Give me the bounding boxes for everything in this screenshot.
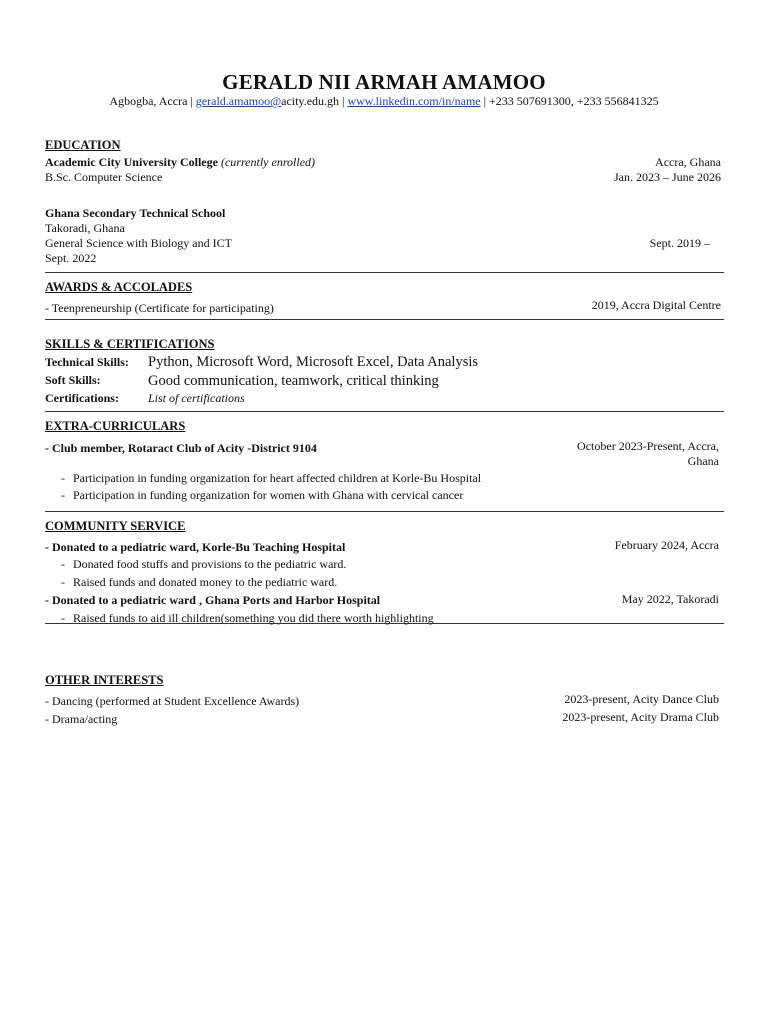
award-date: 2019, Accra Digital Centre bbox=[591, 298, 721, 312]
community-service-heading: COMMUNITY SERVICE bbox=[45, 519, 186, 533]
bullet-marker: - bbox=[61, 557, 65, 571]
list-item bbox=[61, 557, 346, 572]
bullet-text: Raised funds and donated money to the pediatric ward. bbox=[73, 575, 338, 589]
award-item: - Teenpreneurship (Certificate for participating) bbox=[45, 301, 274, 315]
club-membership-title: - Club member, Rotaract Club of Acity -District 9104 bbox=[45, 441, 317, 455]
linkedin-link[interactable]: www.linkedin.com/in/name bbox=[347, 94, 481, 108]
list-item bbox=[61, 471, 481, 486]
email-domain-text: acity.edu.gh | bbox=[281, 94, 345, 108]
club-dates: October 2023-Present, Accra, bbox=[577, 439, 719, 453]
location-text: Agbogba, Accra | bbox=[109, 94, 193, 108]
list-item bbox=[61, 488, 463, 503]
bullet-text: Raised funds to aid ill children(something you did there worth highlighting bbox=[73, 611, 434, 625]
degree-text: B.Sc. Computer Science bbox=[45, 170, 163, 184]
enrollment-note: (currently enrolled) bbox=[220, 155, 316, 169]
interest-item: - Dancing (performed at Student Excellence Awards) bbox=[45, 694, 300, 708]
skills-heading: SKILLS & CERTIFICATIONS bbox=[45, 337, 215, 351]
section-divider bbox=[45, 623, 724, 624]
service-entry-date: May 2022, Takoradi bbox=[621, 592, 719, 606]
technical-skills-value: Python, Microsoft Word, Microsoft Excel, Data Analysis bbox=[148, 354, 479, 370]
interest-date: 2023-present, Acity Drama Club bbox=[562, 710, 719, 724]
section-divider bbox=[45, 319, 724, 320]
education-dates-start: Sept. 2019 – bbox=[649, 236, 710, 250]
technical-skills-label: Technical Skills: bbox=[45, 355, 129, 369]
certifications-value: List of certifications bbox=[148, 391, 245, 405]
bullet-marker: - bbox=[61, 611, 65, 625]
education-heading: EDUCATION bbox=[45, 138, 121, 152]
extracurriculars-heading: EXTRA-CURRICULARS bbox=[45, 419, 186, 433]
section-divider bbox=[45, 272, 724, 273]
club-location: Ghana bbox=[687, 454, 719, 468]
education-dates: Jan. 2023 – June 2026 bbox=[614, 170, 721, 184]
bullet-text: Participation in funding organization for women with Ghana with cervical cancer bbox=[73, 488, 464, 502]
bullet-marker: - bbox=[61, 488, 65, 502]
bullet-text: Participation in funding organization for heart affected children at Korle-Bu Hospital bbox=[73, 471, 482, 485]
school-name: Ghana Secondary Technical School bbox=[45, 206, 226, 220]
school-location: Accra, Ghana bbox=[655, 155, 721, 169]
soft-skills-value: Good communication, teamwork, critical thinking bbox=[148, 373, 439, 389]
list-item bbox=[61, 575, 337, 590]
email-link[interactable]: gerald.amamoo@ bbox=[195, 94, 282, 108]
education-dates-end: Sept. 2022 bbox=[45, 251, 97, 265]
interest-item: - Drama/acting bbox=[45, 712, 118, 726]
school-location: Takoradi, Ghana bbox=[45, 221, 125, 235]
school-name: Academic City University College bbox=[45, 155, 218, 169]
awards-heading: AWARDS & ACCOLADES bbox=[45, 280, 193, 294]
education-entry-1-school-line bbox=[45, 155, 315, 170]
section-divider bbox=[45, 511, 724, 512]
service-entry-title: - Donated to a pediatric ward, Korle-Bu Teaching Hospital bbox=[45, 540, 346, 554]
soft-skills-label: Soft Skills: bbox=[45, 373, 101, 387]
service-entry-date: February 2024, Accra bbox=[614, 538, 719, 552]
phone-numbers: | +233 507691300, +233 556841325 bbox=[483, 94, 659, 108]
certifications-label: Certifications: bbox=[45, 391, 119, 405]
bullet-text: Donated food stuffs and provisions to the pediatric ward. bbox=[73, 557, 347, 571]
program-text: General Science with Biology and ICT bbox=[45, 236, 232, 250]
bullet-marker: - bbox=[61, 575, 65, 589]
interest-date: 2023-present, Acity Dance Club bbox=[564, 692, 719, 706]
contact-line bbox=[0, 94, 768, 109]
service-entry-title: - Donated to a pediatric ward , Ghana Ports and Harbor Hospital bbox=[45, 593, 381, 607]
interests-heading: OTHER INTERESTS bbox=[45, 673, 164, 687]
bullet-marker: - bbox=[61, 471, 65, 485]
section-divider bbox=[45, 411, 724, 412]
candidate-name: GERALD NII ARMAH AMAMOO bbox=[222, 70, 546, 94]
